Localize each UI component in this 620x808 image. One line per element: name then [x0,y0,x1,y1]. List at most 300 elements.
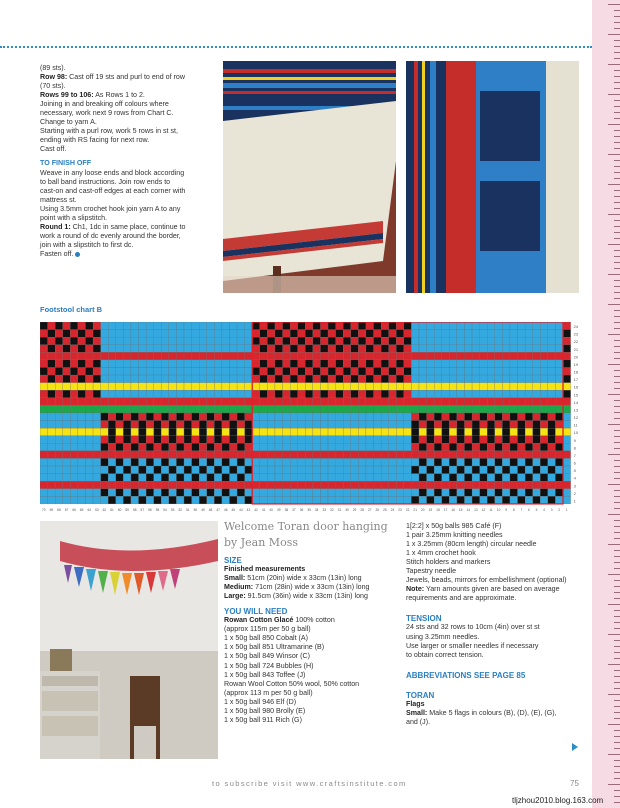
chart-cell [123,383,131,391]
chart-cell [555,322,563,330]
chart-cell [146,474,154,482]
chart-cell [252,360,260,368]
chart-cell [411,458,419,466]
chart-cell [563,443,571,451]
notion-line: Stitch holders and markers [406,558,491,567]
chart-cell [176,481,184,489]
chart-cell [487,474,495,482]
notion-line: 1[2:2] x 50g balls 985 Café (F) [406,522,502,530]
chart-cell [298,436,306,444]
chart-cell [101,474,109,482]
chart-cell [419,489,427,497]
chart-cell [442,375,450,383]
chart-cell [267,489,275,497]
chart-cell [351,466,359,474]
chart-cell [290,330,298,338]
chart-cell [358,322,366,330]
chart-cell [343,405,351,413]
chart-cell [427,390,435,398]
chart-cell [260,337,268,345]
chart-cell [108,443,116,451]
chart-cell [184,428,192,436]
chart-cell [169,398,177,406]
chart-cell [230,345,238,353]
chart-cell [563,413,571,421]
chart-cell [283,367,291,375]
chart-cell [184,451,192,459]
chart-cell [442,474,450,482]
chart-cell [48,428,56,436]
chart-cell [139,367,147,375]
chart-cell [40,466,48,474]
size-label: Small: [224,574,246,583]
chart-cell [131,413,139,421]
chart-cell [146,352,154,360]
chart-cell [298,352,306,360]
ruler-tick [614,160,620,161]
chart-cell [169,481,177,489]
chart-cell [176,428,184,436]
chart-cell [192,360,200,368]
ruler-tick [614,220,620,221]
chart-cell [176,466,184,474]
chart-cell [343,330,351,338]
chart-cell [222,428,230,436]
chart-cell [245,436,253,444]
chart-cell [214,398,222,406]
chart-cell [525,481,533,489]
chart-cell [525,405,533,413]
chart-cell [328,360,336,368]
chart-cell [381,405,389,413]
column-number: 30 [345,507,349,512]
chart-cell [161,413,169,421]
chart-cell [207,322,215,330]
chart-cell [563,436,571,444]
chart-cell [525,330,533,338]
chart-cell [298,322,306,330]
chart-cell [78,428,86,436]
chart-cell [146,405,154,413]
chart-cell [555,443,563,451]
chart-cell [313,330,321,338]
chart-cell [555,489,563,497]
chart-cell [63,481,71,489]
chart-cell [366,345,374,353]
chart-cell [214,489,222,497]
chart-cell [404,466,412,474]
chart-cell [275,375,283,383]
chart-cell [510,489,518,497]
chart-cell [358,421,366,429]
chart-cell [131,398,139,406]
chart-cell [358,428,366,436]
chart-cell [237,451,245,459]
row-number: 9 [573,437,576,443]
ruler-tick [614,208,620,209]
ruler-tick [614,250,620,251]
chart-cell [93,421,101,429]
chart-cell [237,496,245,504]
chart-cell [374,383,382,391]
chart-cell [101,322,109,330]
chart-cell [184,375,192,383]
ruler-tick [614,28,620,29]
chart-cell [548,390,556,398]
door-hanging-photo [40,521,218,759]
column-number: 19 [428,507,433,512]
pattern-instructions [40,64,220,259]
chart-cell [146,375,154,383]
chart-cell [139,451,147,459]
chart-cell [184,436,192,444]
chart-cell [449,458,457,466]
chart-cell [336,436,344,444]
chart-cell [305,451,313,459]
chart-cell [518,360,526,368]
chart-cell [525,413,533,421]
row-number: 22 [573,339,579,345]
chart-cell [63,466,71,474]
chart-cell [222,375,230,383]
chart-cell [540,489,548,497]
chart-cell [533,443,541,451]
chart-cell [154,496,162,504]
chart-cell [40,367,48,375]
chart-cell [139,352,147,360]
chart-cell [199,390,207,398]
chart-cell [154,345,162,353]
chart-cell [510,413,518,421]
chart-cell [116,496,124,504]
chart-cell [464,322,472,330]
chart-cell [199,458,207,466]
chart-cell [540,337,548,345]
chart-cell [108,458,116,466]
chart-cell [207,443,215,451]
chart-cell [480,474,488,482]
chart-cell [70,390,78,398]
chart-cell [123,451,131,459]
chart-cell [305,337,313,345]
chart-cell [533,421,541,429]
chart-cell [427,443,435,451]
chart-cell [184,496,192,504]
chart-cell [419,322,427,330]
chart-cell [290,481,298,489]
chart-cell [131,405,139,413]
chart-cell [320,443,328,451]
chart-cell [85,405,93,413]
chart-cell [230,496,238,504]
chart-cell [298,458,306,466]
chart-cell [161,352,169,360]
column-number: 26 [375,507,380,512]
ruler-tick [614,106,620,107]
chart-cell [313,489,321,497]
chart-cell [184,466,192,474]
chart-cell [55,489,63,497]
chart-cell [464,474,472,482]
chart-cell [411,375,419,383]
ruler-tick [614,700,620,701]
chart-cell [283,481,291,489]
chart-cell [192,443,200,451]
size-line [224,583,399,592]
chart-cell [85,352,93,360]
chart-cell [275,421,283,429]
chart-cell [419,421,427,429]
chart-cell [313,466,321,474]
chart-cell [78,352,86,360]
column-number: 50 [193,507,198,512]
chart-cell [275,337,283,345]
chart-cell [502,436,510,444]
chart-cell [199,322,207,330]
chart-cell [336,322,344,330]
chart-cell [442,489,450,497]
chart-cell [548,458,556,466]
chart-cell [525,466,533,474]
chart-cell [290,421,298,429]
chart-cell [510,481,518,489]
chart-cell [260,390,268,398]
ruler-tick [608,4,620,5]
chart-cell [116,421,124,429]
chart-cell [495,458,503,466]
chart-cell [230,451,238,459]
chart-cell [123,474,131,482]
chart-cell [427,367,435,375]
chart-cell [343,345,351,353]
chart-cell [336,496,344,504]
chart-cell [40,451,48,459]
chart-cell [518,421,526,429]
chart-cell [108,345,116,353]
row-number: 23 [573,331,579,337]
chart-cell [78,367,86,375]
chart-cell [139,413,147,421]
next-arrow-icon [572,743,578,751]
row-number: 5 [573,468,576,474]
chart-cell [116,436,124,444]
chart-cell [275,451,283,459]
chart-cell [495,330,503,338]
column-number: 27 [367,507,372,512]
chart-cell [464,413,472,421]
chart-cell [411,451,419,459]
chart-cell [146,421,154,429]
finish-text: point with a slipstitch. [40,213,108,222]
chart-cell [487,405,495,413]
chart-cell [449,466,457,474]
chart-cell [55,443,63,451]
chart-cell [85,367,93,375]
notion-line: 1 pair 3.25mm knitting needles [406,531,503,540]
chart-cell [389,330,397,338]
chart-cell [245,405,253,413]
chart-cell [540,367,548,375]
chart-cell [313,383,321,391]
chart-cell [427,360,435,368]
chart-cell [313,367,321,375]
chart-cell [525,367,533,375]
chart-cell [464,451,472,459]
chart-cell [540,413,548,421]
chart-cell [305,496,313,504]
chart-cell [40,360,48,368]
chart-cell [442,322,450,330]
chart-cell [252,481,260,489]
ruler-tick [614,640,620,641]
chart-cell [154,375,162,383]
chart-cell [116,398,124,406]
chart-cell [93,481,101,489]
chart-cell [48,436,56,444]
chart-cell [472,322,480,330]
chart-cell [320,360,328,368]
finish-line [40,205,220,214]
chart-cell [396,466,404,474]
chart-cell [245,481,253,489]
chart-cell [548,398,556,406]
instruction-line [40,118,220,127]
chart-cell [139,383,147,391]
chart-cell [199,443,207,451]
yarn-line: 1 x 50g ball 849 Winsor (C) [224,652,310,661]
chart-cell [146,330,154,338]
chart-cell [502,383,510,391]
ruler-tick [614,202,620,203]
chart-cell [78,481,86,489]
chart-cell [214,390,222,398]
chart-cell [214,330,222,338]
subscribe-footer: to subscribe visit www.craftsinstitute.com [212,779,407,788]
chart-cell [510,405,518,413]
chart-cell [154,367,162,375]
chart-cell [298,367,306,375]
chart-cell [381,337,389,345]
chart-cell [434,330,442,338]
chart-cell [472,375,480,383]
chart-cell [457,330,465,338]
chart-cell [85,436,93,444]
chart-cell [427,322,435,330]
chart-cell [518,443,526,451]
chart-cell [245,451,253,459]
chart-cell [207,375,215,383]
chart-cell [374,428,382,436]
chart-cell [139,481,147,489]
ruler-tick [614,232,620,233]
ruler-tick [608,304,620,305]
chart-cell [411,413,419,421]
chart-cell [267,352,275,360]
chart-cell [245,337,253,345]
chart-cell [199,413,207,421]
chart-cell [434,367,442,375]
chart-cell [260,489,268,497]
chart-cell [176,405,184,413]
chart-cell [381,390,389,398]
chart-cell [131,451,139,459]
chart-cell [176,367,184,375]
chart-cell [108,360,116,368]
chart-cell [343,481,351,489]
chart-cell [123,360,131,368]
chart-cell [116,474,124,482]
chart-cell [313,428,321,436]
chart-cell [199,436,207,444]
chart-cell [480,421,488,429]
chart-cell [139,496,147,504]
chart-cell [290,428,298,436]
chart-cell [510,375,518,383]
chart-cell [222,398,230,406]
chart-cell [442,330,450,338]
column-number: 6 [528,507,530,512]
chart-cell [260,413,268,421]
chart-cell [472,390,480,398]
chart-cell [116,466,124,474]
chart-cell [358,496,366,504]
chart-cell [548,337,556,345]
chart-cell [305,428,313,436]
chart-cell [510,367,518,375]
chart-cell [237,383,245,391]
chart-cell [320,474,328,482]
chart-cell [48,322,56,330]
column-number: 49 [201,507,205,512]
chart-cell [298,428,306,436]
chart-cell [207,413,215,421]
chart-cell [336,375,344,383]
chart-cell [343,474,351,482]
yarn-line: 1 x 50g ball 851 Ultramarine (B) [224,643,325,652]
chart-cell [533,413,541,421]
chart-cell [336,337,344,345]
chart-cell [146,443,154,451]
instruction-line [40,109,220,118]
chart-cell [518,375,526,383]
size-label: Large: [224,592,246,601]
chart-cell [207,383,215,391]
chart-cell [40,330,48,338]
chart-cell [275,352,283,360]
chart-cell [192,375,200,383]
row-number: 11 [573,422,578,428]
chart-cell [480,375,488,383]
instruction-text: As Rows 1 to 2. [93,91,145,100]
chart-cell [161,443,169,451]
chart-cell [48,367,56,375]
ruler-tick [608,694,620,695]
row-number: 19 [573,361,579,367]
chart-cell [214,428,222,436]
chart-cell [343,451,351,459]
chart-cell [207,330,215,338]
chart-cell [169,322,177,330]
chart-cell [108,496,116,504]
chart-cell [93,360,101,368]
chart-cell [70,496,78,504]
chart-cell [169,405,177,413]
chart-cell [434,474,442,482]
chart-cell [540,496,548,504]
chart-cell [464,489,472,497]
chart-cell [85,398,93,406]
chart-cell [374,360,382,368]
